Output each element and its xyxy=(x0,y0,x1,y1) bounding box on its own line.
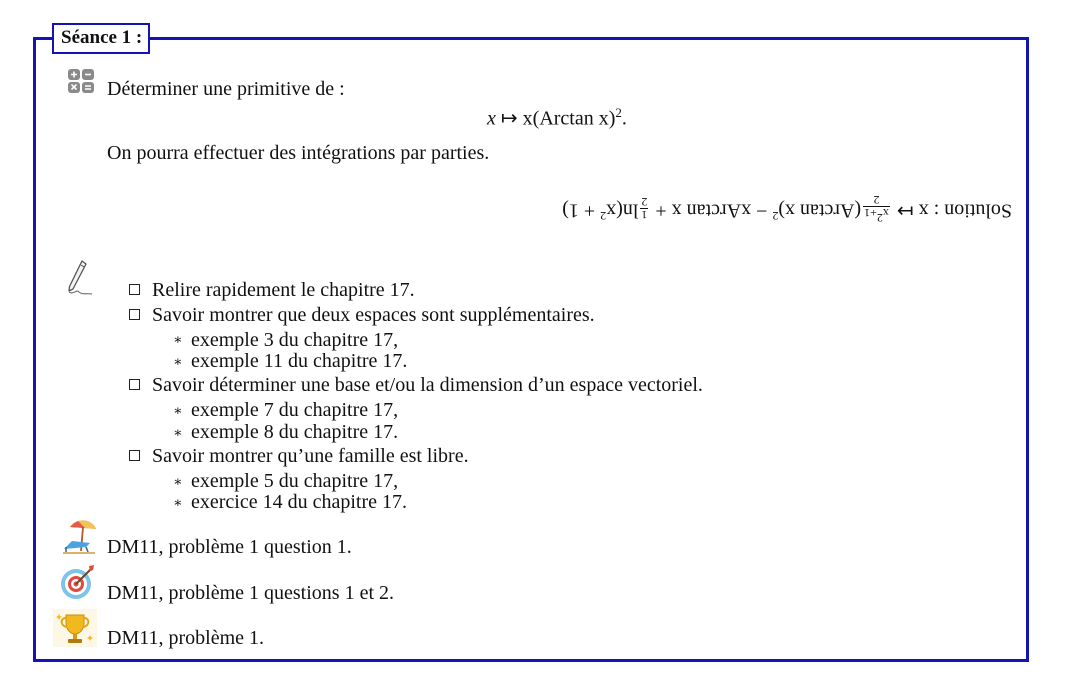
solution-end-exp: 2 xyxy=(600,209,607,223)
solution-fraction xyxy=(863,194,890,224)
checkbox[interactable] xyxy=(129,379,140,390)
solution-end2: + 1) xyxy=(562,199,601,222)
solution-half xyxy=(640,196,648,221)
bullet-star: ∗ xyxy=(173,332,183,348)
exercise-formula xyxy=(487,101,627,131)
solution-mid2: − xArctan x + xyxy=(650,199,773,222)
session-frame xyxy=(33,37,1029,662)
frac-num-exp: 2 xyxy=(876,210,883,225)
solution-mid-exp: 2 xyxy=(772,209,779,223)
formula-exp: 2 xyxy=(615,105,622,120)
homework-medium: DM11, problème 1 questions 1 et 2. xyxy=(107,582,395,604)
half-den: 2 xyxy=(641,195,648,210)
formula-x: x xyxy=(487,107,496,130)
solution-end: ln(x xyxy=(606,199,639,222)
bullet-star: ∗ xyxy=(173,403,183,419)
frac-num-rest: +1 xyxy=(864,205,877,220)
exercise-solution xyxy=(540,192,1012,231)
checkbox[interactable] xyxy=(129,284,140,295)
session-title: Séance 1 : xyxy=(52,23,150,54)
exercise-prompt: Déterminer une primitive de : xyxy=(107,78,345,100)
sub-item: exemple 5 du chapitre 17, xyxy=(191,470,399,492)
pen-icon xyxy=(64,259,98,301)
homework-easy: DM11, problème 1 question 1. xyxy=(107,536,352,558)
formula-map: ↦ xyxy=(495,107,523,130)
checkbox[interactable] xyxy=(129,450,140,461)
bullet-star: ∗ xyxy=(173,425,183,441)
solution-prefix: Solution : x ↦ xyxy=(891,199,1012,222)
bullet-star: ∗ xyxy=(173,474,183,490)
trophy-icon xyxy=(53,609,97,651)
calculator-icon xyxy=(68,69,96,99)
frac-num: x xyxy=(882,205,889,220)
task-item: Relire rapidement le chapitre 17. xyxy=(152,279,415,301)
bullet-star: ∗ xyxy=(173,495,183,511)
task-item: Savoir déterminer une base et/ou la dimension d’un espace vectoriel. xyxy=(152,374,703,396)
sub-item: exercice 14 du chapitre 17. xyxy=(191,491,408,513)
formula-body: x(Arctan x) xyxy=(522,107,616,130)
task-item: Savoir montrer que deux espaces sont supplémentaires. xyxy=(152,304,595,326)
sub-item: exemple 8 du chapitre 17. xyxy=(191,421,399,443)
task-item: Savoir montrer qu’une famille est libre. xyxy=(152,445,469,467)
target-icon xyxy=(59,563,97,605)
solution-mid: (Arctan x) xyxy=(778,199,862,222)
sub-item: exemple 7 du chapitre 17, xyxy=(191,399,399,421)
sub-item: exemple 11 du chapitre 17. xyxy=(191,350,408,372)
sub-item: exemple 3 du chapitre 17, xyxy=(191,329,399,351)
checkbox[interactable] xyxy=(129,309,140,320)
frac-den: 2 xyxy=(873,192,880,207)
beach-chair-icon xyxy=(60,517,98,559)
bullet-star: ∗ xyxy=(173,354,183,370)
exercise-hint: On pourra effectuer des intégrations par parties. xyxy=(107,142,490,164)
formula-end: . xyxy=(621,107,627,130)
homework-hard: DM11, problème 1. xyxy=(107,627,265,649)
half-num: 1 xyxy=(641,208,648,223)
